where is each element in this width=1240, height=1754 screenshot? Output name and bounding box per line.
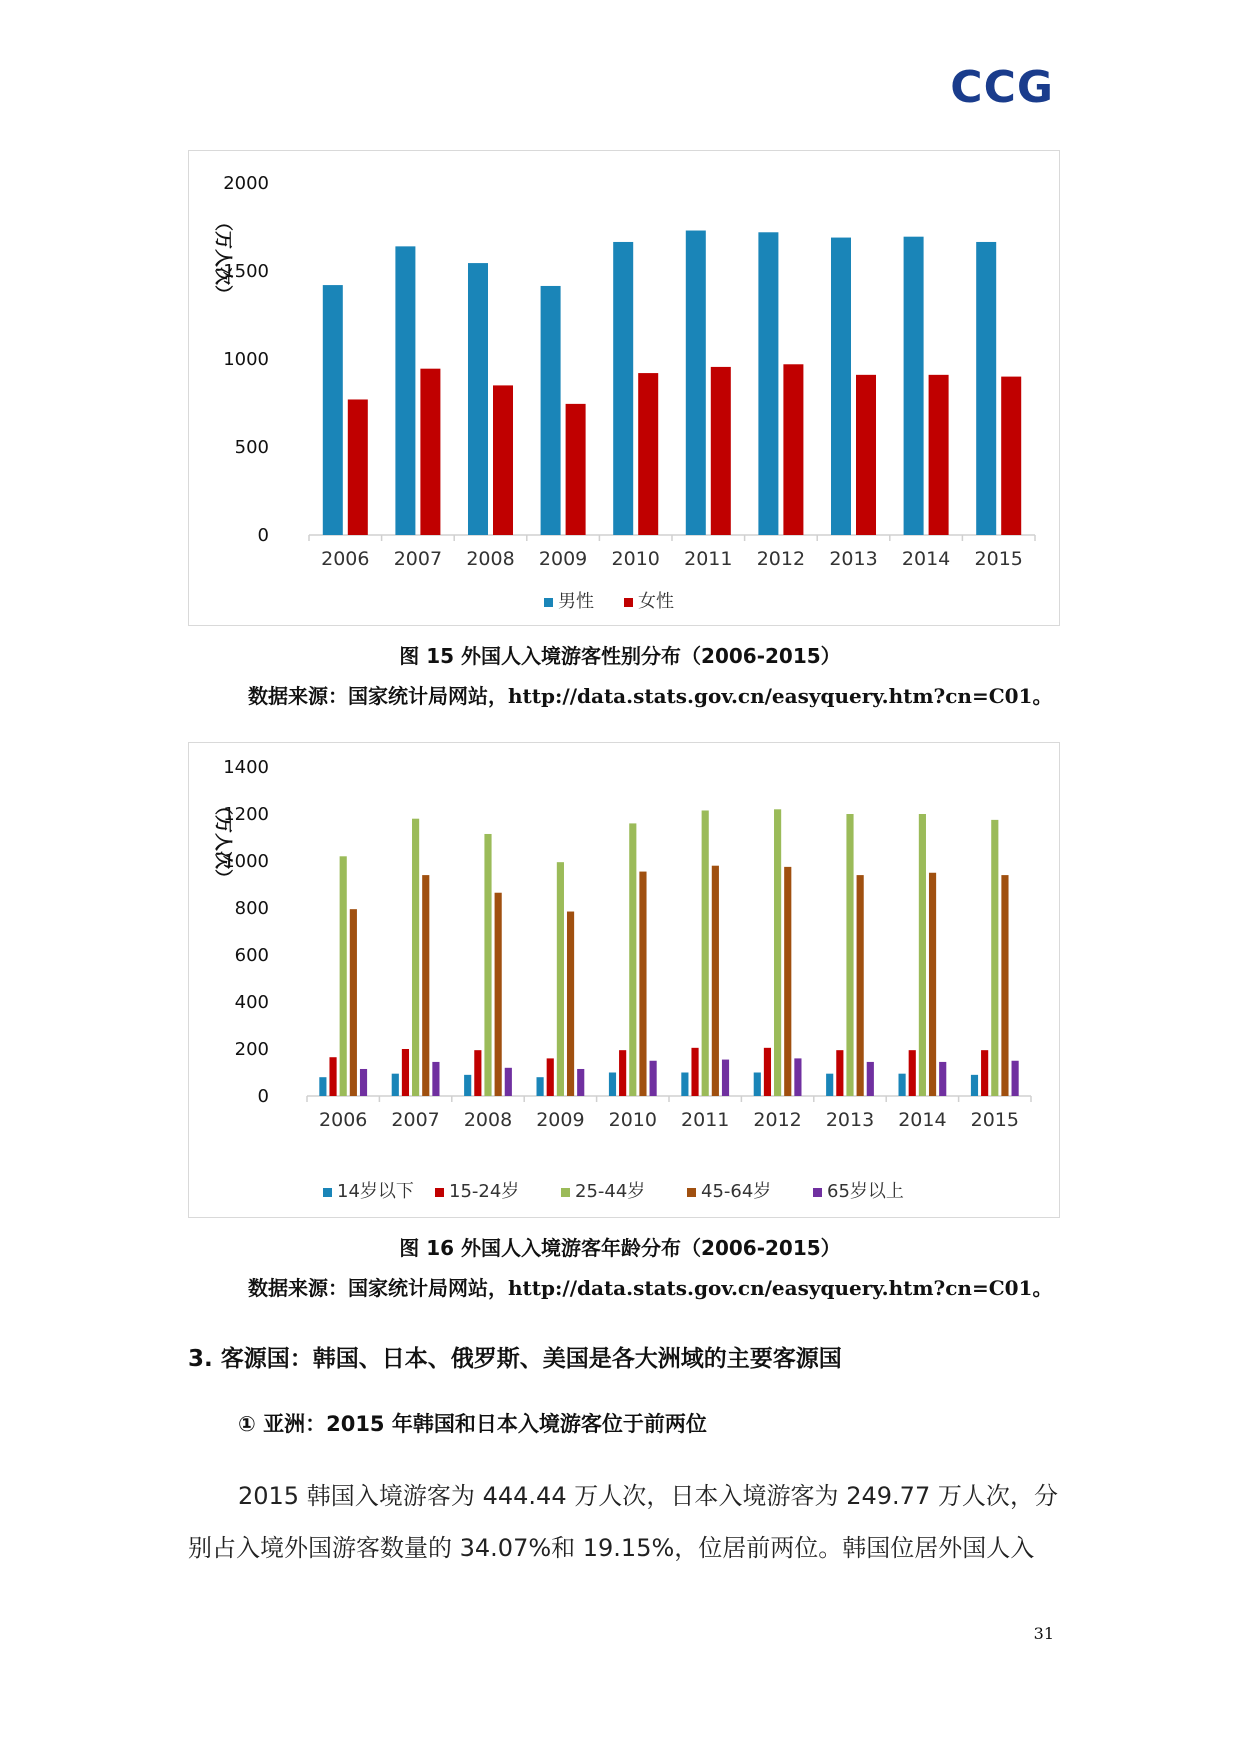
bar-65岁以上-2008 xyxy=(505,1068,512,1096)
bar-15-24岁-2010 xyxy=(619,1050,626,1096)
bar-15-24岁-2014 xyxy=(909,1050,916,1096)
bar-15-24岁-2006 xyxy=(329,1057,336,1096)
legend-label: 女性 xyxy=(638,591,674,612)
bar-45-64岁-2008 xyxy=(495,893,502,1096)
bar-45-64岁-2012 xyxy=(784,867,791,1096)
bar-25-44岁-2010 xyxy=(629,823,636,1096)
legend-label: 15-24岁 xyxy=(449,1181,520,1202)
x-tick-label: 2008 xyxy=(463,1109,513,1131)
bar-15-24岁-2015 xyxy=(981,1050,988,1096)
bar-男性-2014 xyxy=(904,237,924,535)
bar-14岁以下-2014 xyxy=(899,1074,906,1096)
bar-45-64岁-2014 xyxy=(929,873,936,1096)
legend-swatch xyxy=(435,1188,444,1197)
bar-45-64岁-2009 xyxy=(567,912,574,1096)
bar-65岁以上-2014 xyxy=(939,1062,946,1096)
bar-14岁以下-2006 xyxy=(319,1077,326,1096)
legend-swatch xyxy=(561,1188,570,1197)
legend-label: 45-64岁 xyxy=(701,1181,772,1202)
bar-65岁以上-2007 xyxy=(432,1062,439,1096)
bar-14岁以下-2015 xyxy=(971,1075,978,1096)
figure-16-caption: 图 16 外国人入境游客年龄分布（2006-2015） xyxy=(399,1236,841,1260)
ccg-logo: CCG xyxy=(950,62,1054,113)
y-tick-label: 2000 xyxy=(223,173,269,194)
bar-15-24岁-2009 xyxy=(547,1058,554,1096)
bar-25-44岁-2009 xyxy=(557,862,564,1096)
x-tick-label: 2010 xyxy=(611,548,660,570)
age-chart xyxy=(188,742,1060,1218)
bar-男性-2009 xyxy=(541,286,561,535)
y-axis-label: （万人次） xyxy=(212,213,233,303)
legend-swatch xyxy=(813,1188,822,1197)
figure-16-source-label: 数据来源：国家统计局网站， xyxy=(248,1276,508,1300)
page-number: 31 xyxy=(1033,1624,1054,1643)
bar-女性-2011 xyxy=(711,367,731,535)
bar-45-64岁-2011 xyxy=(712,866,719,1096)
y-tick-label: 1200 xyxy=(223,804,269,825)
legend-swatch xyxy=(323,1188,332,1197)
legend-swatch xyxy=(624,598,633,607)
section-heading: 3. 客源国：韩国、日本、俄罗斯、美国是各大洲域的主要客源国 xyxy=(188,1346,842,1372)
x-tick-label: 2015 xyxy=(974,548,1023,570)
bar-男性-2008 xyxy=(468,263,488,535)
bar-25-44岁-2007 xyxy=(412,819,419,1096)
bar-14岁以下-2009 xyxy=(537,1077,544,1096)
x-tick-label: 2013 xyxy=(829,548,878,570)
bar-15-24岁-2011 xyxy=(691,1048,698,1096)
x-tick-label: 2007 xyxy=(393,548,443,570)
x-tick-label: 2014 xyxy=(898,1109,947,1131)
bar-65岁以上-2011 xyxy=(722,1060,729,1096)
x-tick-label: 2012 xyxy=(756,548,806,570)
bar-25-44岁-2008 xyxy=(484,834,491,1096)
bar-男性-2013 xyxy=(831,238,851,535)
x-tick-label: 2013 xyxy=(825,1109,875,1131)
bar-65岁以上-2009 xyxy=(577,1069,584,1096)
y-tick-label: 1000 xyxy=(223,349,269,370)
bar-15-24岁-2008 xyxy=(474,1050,481,1096)
bar-男性-2006 xyxy=(323,285,343,535)
bar-65岁以上-2006 xyxy=(360,1069,367,1096)
bar-65岁以上-2010 xyxy=(650,1061,657,1096)
x-tick-label: 2009 xyxy=(538,548,588,570)
gender-bar-chart-svg xyxy=(189,151,1059,625)
bar-女性-2008 xyxy=(493,385,513,535)
legend-swatch xyxy=(544,598,553,607)
section-paragraph xyxy=(188,1470,1058,1574)
bar-女性-2015 xyxy=(1001,377,1021,535)
figure-16-source-url: http://data.stats.gov.cn/easyquery.htm?cn=C01。 xyxy=(508,1276,1053,1300)
bar-25-44岁-2015 xyxy=(991,820,998,1096)
bar-男性-2010 xyxy=(613,242,633,535)
figure-15-source-label: 数据来源：国家统计局网站， xyxy=(248,684,508,708)
y-tick-label: 600 xyxy=(234,945,269,966)
bar-25-44岁-2012 xyxy=(774,809,781,1096)
x-tick-label: 2010 xyxy=(608,1109,657,1131)
figure-16-source xyxy=(248,1272,1052,1301)
bar-65岁以上-2013 xyxy=(867,1062,874,1096)
legend-label: 25-44岁 xyxy=(575,1181,646,1202)
y-tick-label: 0 xyxy=(257,525,269,546)
x-tick-label: 2014 xyxy=(901,548,951,570)
bar-男性-2012 xyxy=(758,232,778,535)
bar-14岁以下-2012 xyxy=(754,1073,761,1097)
bar-女性-2013 xyxy=(856,375,876,535)
x-tick-label: 2012 xyxy=(753,1109,802,1131)
legend-label: 65岁以上 xyxy=(827,1181,904,1202)
bar-14岁以下-2007 xyxy=(392,1074,399,1096)
y-tick-label: 400 xyxy=(234,992,269,1013)
section-subheading: ① 亚洲：2015 年韩国和日本入境游客位于前两位 xyxy=(238,1412,707,1436)
bar-14岁以下-2013 xyxy=(826,1074,833,1096)
bar-女性-2009 xyxy=(566,404,586,535)
bar-男性-2015 xyxy=(976,242,996,535)
bar-25-44岁-2013 xyxy=(846,814,853,1096)
legend-swatch xyxy=(687,1188,696,1197)
figure-15-source xyxy=(248,680,1052,709)
legend-label: 14岁以下 xyxy=(337,1181,414,1202)
bar-女性-2014 xyxy=(929,375,949,535)
y-tick-label: 0 xyxy=(257,1086,269,1107)
bar-女性-2012 xyxy=(783,364,803,535)
bar-45-64岁-2015 xyxy=(1001,875,1008,1096)
bar-65岁以上-2015 xyxy=(1012,1061,1019,1096)
y-tick-label: 500 xyxy=(234,437,269,458)
figure-15-source-url: http://data.stats.gov.cn/easyquery.htm?cn=C01。 xyxy=(508,684,1053,708)
bar-65岁以上-2012 xyxy=(794,1058,801,1096)
bar-男性-2011 xyxy=(686,231,706,535)
x-tick-label: 2008 xyxy=(466,548,515,570)
y-tick-label: 1400 xyxy=(223,757,269,778)
bar-25-44岁-2006 xyxy=(340,856,347,1096)
bar-45-64岁-2006 xyxy=(350,909,357,1096)
figure-15-caption: 图 15 外国人入境游客性别分布（2006-2015） xyxy=(399,644,841,668)
y-tick-label: 800 xyxy=(234,898,269,919)
x-tick-label: 2015 xyxy=(970,1109,1019,1131)
bar-女性-2007 xyxy=(420,369,440,535)
bar-14岁以下-2010 xyxy=(609,1073,616,1097)
bar-14岁以下-2008 xyxy=(464,1075,471,1096)
y-tick-label: 200 xyxy=(234,1039,269,1060)
x-tick-label: 2011 xyxy=(684,548,733,570)
age-bar-chart-svg xyxy=(189,743,1059,1217)
bar-女性-2006 xyxy=(348,399,368,535)
x-tick-label: 2006 xyxy=(319,1109,368,1131)
bar-45-64岁-2010 xyxy=(639,872,646,1096)
bar-25-44岁-2011 xyxy=(702,810,709,1096)
bar-男性-2007 xyxy=(395,246,415,535)
y-tick-label: 1500 xyxy=(223,261,269,282)
x-tick-label: 2006 xyxy=(321,548,370,570)
bar-25-44岁-2014 xyxy=(919,814,926,1096)
bar-14岁以下-2011 xyxy=(681,1073,688,1097)
gender-chart xyxy=(188,150,1060,626)
paragraph-text: 2015 韩国入境游客为 444.44 万人次，日本入境游客为 249.77 万人次，分别占入境外国游客数量的 34.07%和 19.15%，位居前两位。韩国位居外国人入 xyxy=(188,1482,1058,1562)
x-tick-label: 2009 xyxy=(536,1109,585,1131)
x-tick-label: 2007 xyxy=(391,1109,440,1131)
y-axis-label: （万人次） xyxy=(212,797,233,887)
bar-15-24岁-2007 xyxy=(402,1049,409,1096)
legend-label: 男性 xyxy=(558,591,594,612)
bar-女性-2010 xyxy=(638,373,658,535)
y-tick-label: 1000 xyxy=(223,851,269,872)
bar-15-24岁-2013 xyxy=(836,1050,843,1096)
bar-45-64岁-2013 xyxy=(857,875,864,1096)
x-tick-label: 2011 xyxy=(681,1109,730,1131)
bar-45-64岁-2007 xyxy=(422,875,429,1096)
bar-15-24岁-2012 xyxy=(764,1048,771,1096)
